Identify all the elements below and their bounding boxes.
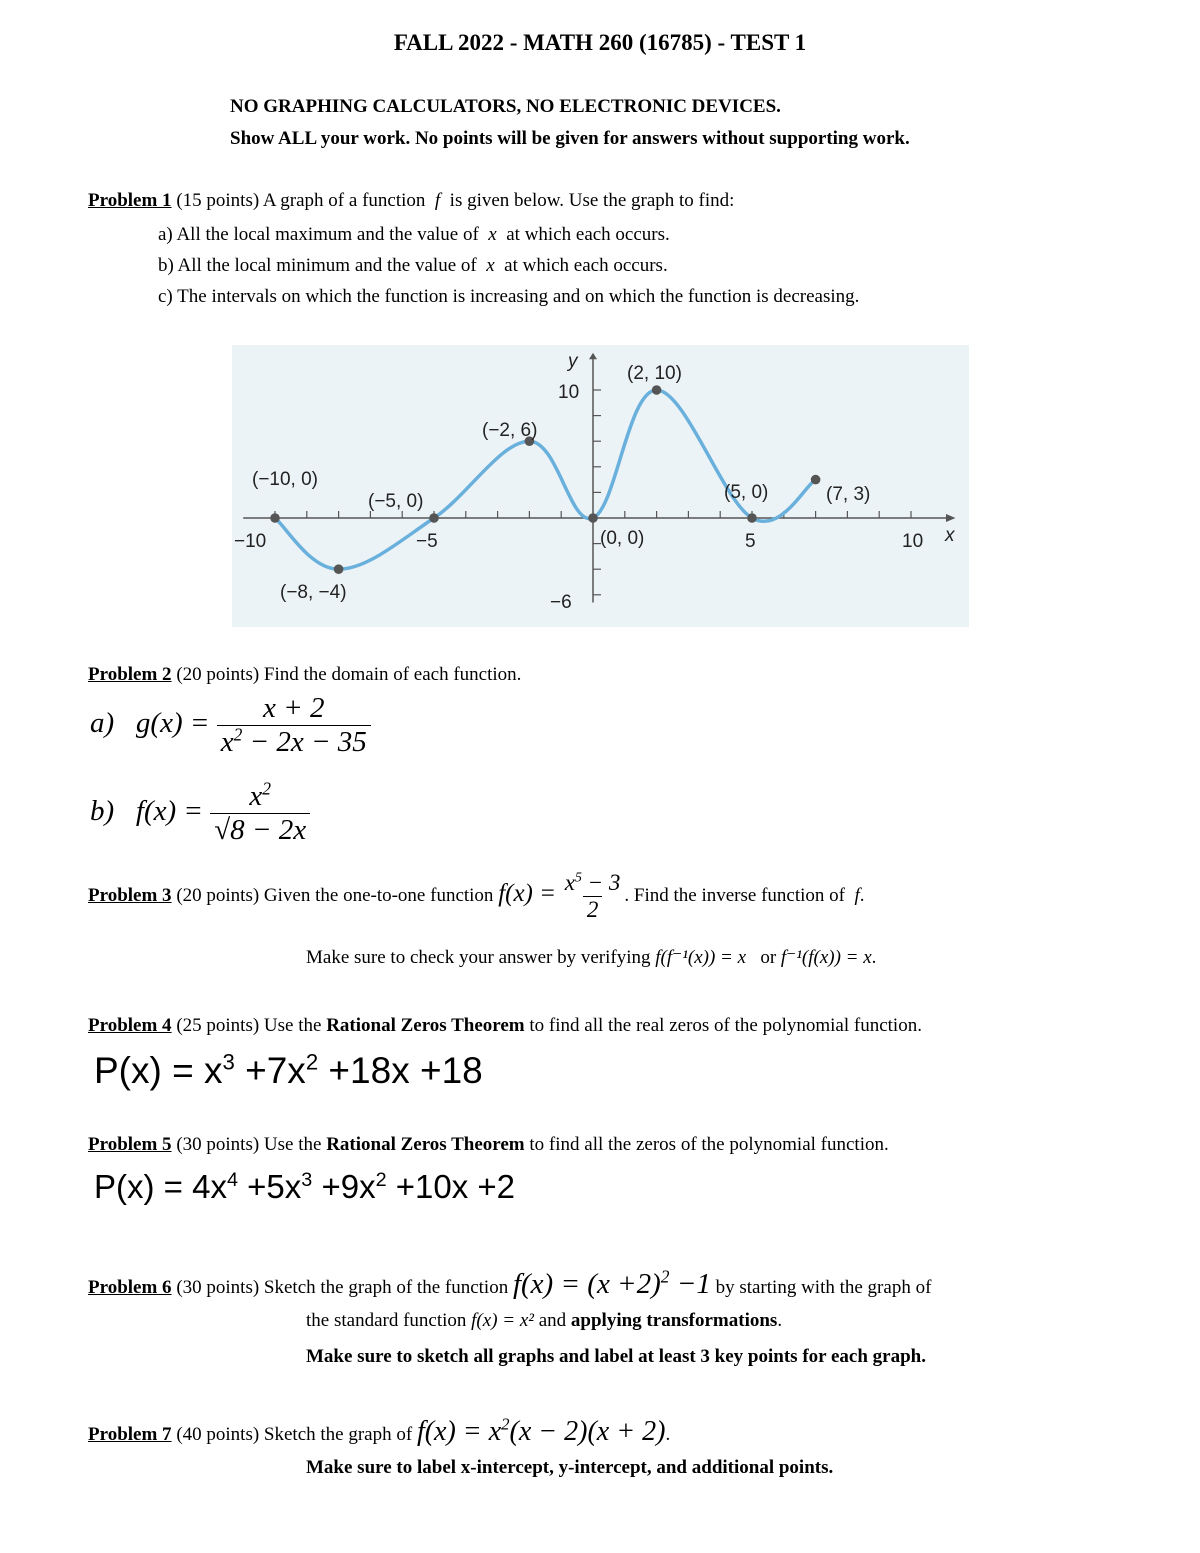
notice-show-work: Show ALL your work. No points will be given for answers without supporting work. [230, 128, 910, 149]
problem-2b-label: b) [90, 795, 115, 828]
graph-point-7 [811, 475, 821, 485]
notice-no-calculators: NO GRAPHING CALCULATORS, NO ELECTRONIC DEVICES. [230, 96, 781, 117]
problem-3-check-eq1: f(f⁻¹(x)) = x [655, 947, 747, 968]
problem-2-statement [88, 664, 521, 686]
problem-7-statement: Problem 7 (40 points) Sketch the graph of $f(x) = x^2(x - 2)(x + 2)$. [88, 1414, 671, 1447]
problem-7-label: Problem 7 [88, 1424, 172, 1445]
problem-5-points: (30 points) [176, 1134, 260, 1155]
problem-1a [158, 224, 670, 246]
problem-3-var-f: f [854, 884, 860, 906]
problem-4-polynomial: $P(x) = x^3 +7x^2 +18x +18$ [94, 1049, 483, 1091]
problem-3-check: Make sure to check your answer by verifying f(f⁻¹(x)) = x or f⁻¹(f(x)) = x. [306, 947, 877, 968]
problem-2a-denominator: $x^2 - 2x - 35$ [217, 725, 371, 759]
tick-label-x-neg10: −10 [234, 531, 267, 552]
problem-1b-var-x: x [486, 255, 495, 276]
problem-3-fraction [561, 870, 625, 923]
problem-3-check-eq2: f⁻¹(f(x)) = x [780, 947, 872, 968]
problem-5-text-a: Use the [263, 1134, 322, 1155]
problem-6-instructions: Make sure to sketch all graphs and label at least 3 key points for each graph. [306, 1346, 926, 1367]
problem-3-check-or: or [760, 947, 777, 968]
problem-7-instructions: Make sure to label x-intercept, y-intercept, and additional points. [306, 1457, 834, 1478]
graph-point-4 [588, 513, 598, 523]
y-axis-arrow [589, 353, 597, 359]
problem-4-statement [88, 1015, 922, 1037]
problem-2b-denominator: √8 − 2x [210, 813, 310, 847]
problem-3-check-text: Make sure to check your answer by verifying [306, 947, 651, 968]
tick-label-x-neg5: −5 [416, 531, 438, 552]
problem-7-text-a: Sketch the graph of [263, 1424, 413, 1445]
point-label-neg10-0: (−10, 0) [252, 469, 319, 490]
problem-1-label: Problem 1 [88, 190, 172, 211]
problem-7-function: $f(x) = x^2(x - 2)(x + 2)$ [416, 1414, 666, 1447]
problem-2b-lhs: f(x) = [135, 795, 203, 828]
problem-3-denominator: 2 [583, 896, 603, 923]
point-label-neg2-6: (−2, 6) [482, 420, 538, 441]
problem-6-label: Problem 6 [88, 1277, 172, 1298]
problem-2-label: Problem 2 [88, 664, 172, 685]
problem-6-function: $f(x) = (x +2)^2 -1$ [512, 1266, 711, 1300]
problem-3-numerator: $x^5 - 3$ [564, 869, 621, 895]
problem-2-points: (20 points) [176, 664, 260, 685]
problem-5-statement [88, 1134, 889, 1156]
problem-3-points: (20 points) [176, 884, 260, 906]
problem-6-transformations: applying transformations [570, 1310, 778, 1331]
problem-3-text-b: . Find the inverse function of [624, 884, 845, 906]
problem-5-polynomial: $P(x) = 4x^4 +5x^3 +9x^2 +10x +2$ [94, 1168, 516, 1205]
problem-7-points: (40 points) [176, 1424, 260, 1445]
function-graph-svg [232, 345, 969, 627]
tick-label-x-10: 10 [902, 531, 924, 552]
function-graph [232, 345, 969, 627]
problem-1c: c) The intervals on which the function is increasing and on which the function is decreasing. [158, 286, 860, 307]
problem-3-text-a: Given the one-to-one function [263, 884, 494, 906]
problem-1-points: (15 points) [176, 190, 260, 211]
test-title: FALL 2022 - MATH 260 (16785) - TEST 1 [393, 30, 807, 55]
x-axis-arrow [946, 514, 956, 522]
point-label-neg8-neg4: (−8, −4) [280, 582, 347, 603]
problem-6-text-b: by starting with the graph of [715, 1277, 932, 1298]
problem-3-statement: Problem 3 (20 points) Given the one-to-one function f(x) = $\frac{x^5 - 3}{2}$ . Find the inverse function of f. [88, 869, 865, 922]
point-label-7-3: (7, 3) [826, 484, 871, 505]
problem-1-statement [88, 190, 734, 212]
problem-1a-var-x: x [488, 224, 497, 245]
problem-2a-lhs: g(x) = [135, 707, 210, 740]
problem-4-text-b: to find all the real zeros of the polynomial function. [529, 1015, 922, 1036]
problem-2-text: Find the domain of each function. [263, 664, 522, 685]
graph-point-1 [334, 564, 344, 574]
problem-6-standard-text: the standard function [306, 1310, 467, 1331]
graph-axes [243, 353, 955, 603]
tick-label-y-neg6: −6 [550, 592, 572, 613]
problem-4-points: (25 points) [176, 1015, 260, 1036]
problem-6-text-a: Sketch the graph of the function [263, 1277, 509, 1298]
problem-6-points: (30 points) [176, 1277, 260, 1298]
problem-2a-equation [90, 692, 371, 759]
problem-2a-numerator: x + 2 [263, 692, 325, 724]
graph-point-0 [270, 513, 280, 523]
point-label-2-10: (2, 10) [627, 363, 682, 384]
problem-5-text-b: to find all the zeros of the polynomial function. [529, 1134, 889, 1155]
problem-2b-numerator: $x^2$ [249, 778, 271, 812]
graph-point-5 [652, 385, 662, 395]
tick-label-y-10: 10 [558, 382, 580, 403]
problem-1-text-a: A graph of a function [262, 190, 426, 211]
x-axis-label: x [945, 525, 955, 546]
problem-1a-text: a) All the local maximum and the value of [158, 224, 479, 245]
problem-1b-text: b) All the local minimum and the value of [158, 255, 477, 276]
graph-point-2 [429, 513, 439, 523]
problem-5-theorem: Rational Zeros Theorem [326, 1134, 525, 1155]
point-label-neg5-0: (−5, 0) [368, 491, 424, 512]
problem-1-var-f: f [434, 190, 441, 211]
problem-2a-fraction [217, 692, 371, 759]
problem-2b-fraction [210, 780, 310, 847]
problem-5-label: Problem 5 [88, 1134, 172, 1155]
graph-point-6 [747, 513, 757, 523]
graph-points [270, 385, 820, 574]
problem-4-text-a: Use the [263, 1015, 322, 1036]
problem-1a-end: at which each occurs. [506, 224, 670, 245]
problem-3-lhs: f(x) = [498, 879, 556, 907]
tick-label-x-5: 5 [745, 531, 756, 552]
y-axis-label: y [568, 351, 578, 372]
problem-2a-label: a) [90, 707, 115, 740]
point-label-5-0: (5, 0) [724, 482, 769, 503]
problem-4-theorem: Rational Zeros Theorem [326, 1015, 525, 1036]
problem-3-label: Problem 3 [88, 884, 172, 906]
problem-1b [158, 255, 668, 277]
problem-1-text-b: is given below. Use the graph to find: [449, 190, 735, 211]
problem-6-line-2: the standard function f(x) = x² and applying transformations. [306, 1310, 783, 1331]
function-curve [275, 390, 816, 569]
problem-4-label: Problem 4 [88, 1015, 172, 1036]
point-label-0-0: (0, 0) [600, 528, 645, 549]
problem-2b-equation [90, 780, 310, 847]
problem-6-statement [88, 1268, 931, 1301]
problem-6-standard-function: f(x) = x² [471, 1310, 534, 1331]
problem-6-and: and [538, 1310, 567, 1331]
problem-1b-end: at which each occurs. [504, 255, 668, 276]
